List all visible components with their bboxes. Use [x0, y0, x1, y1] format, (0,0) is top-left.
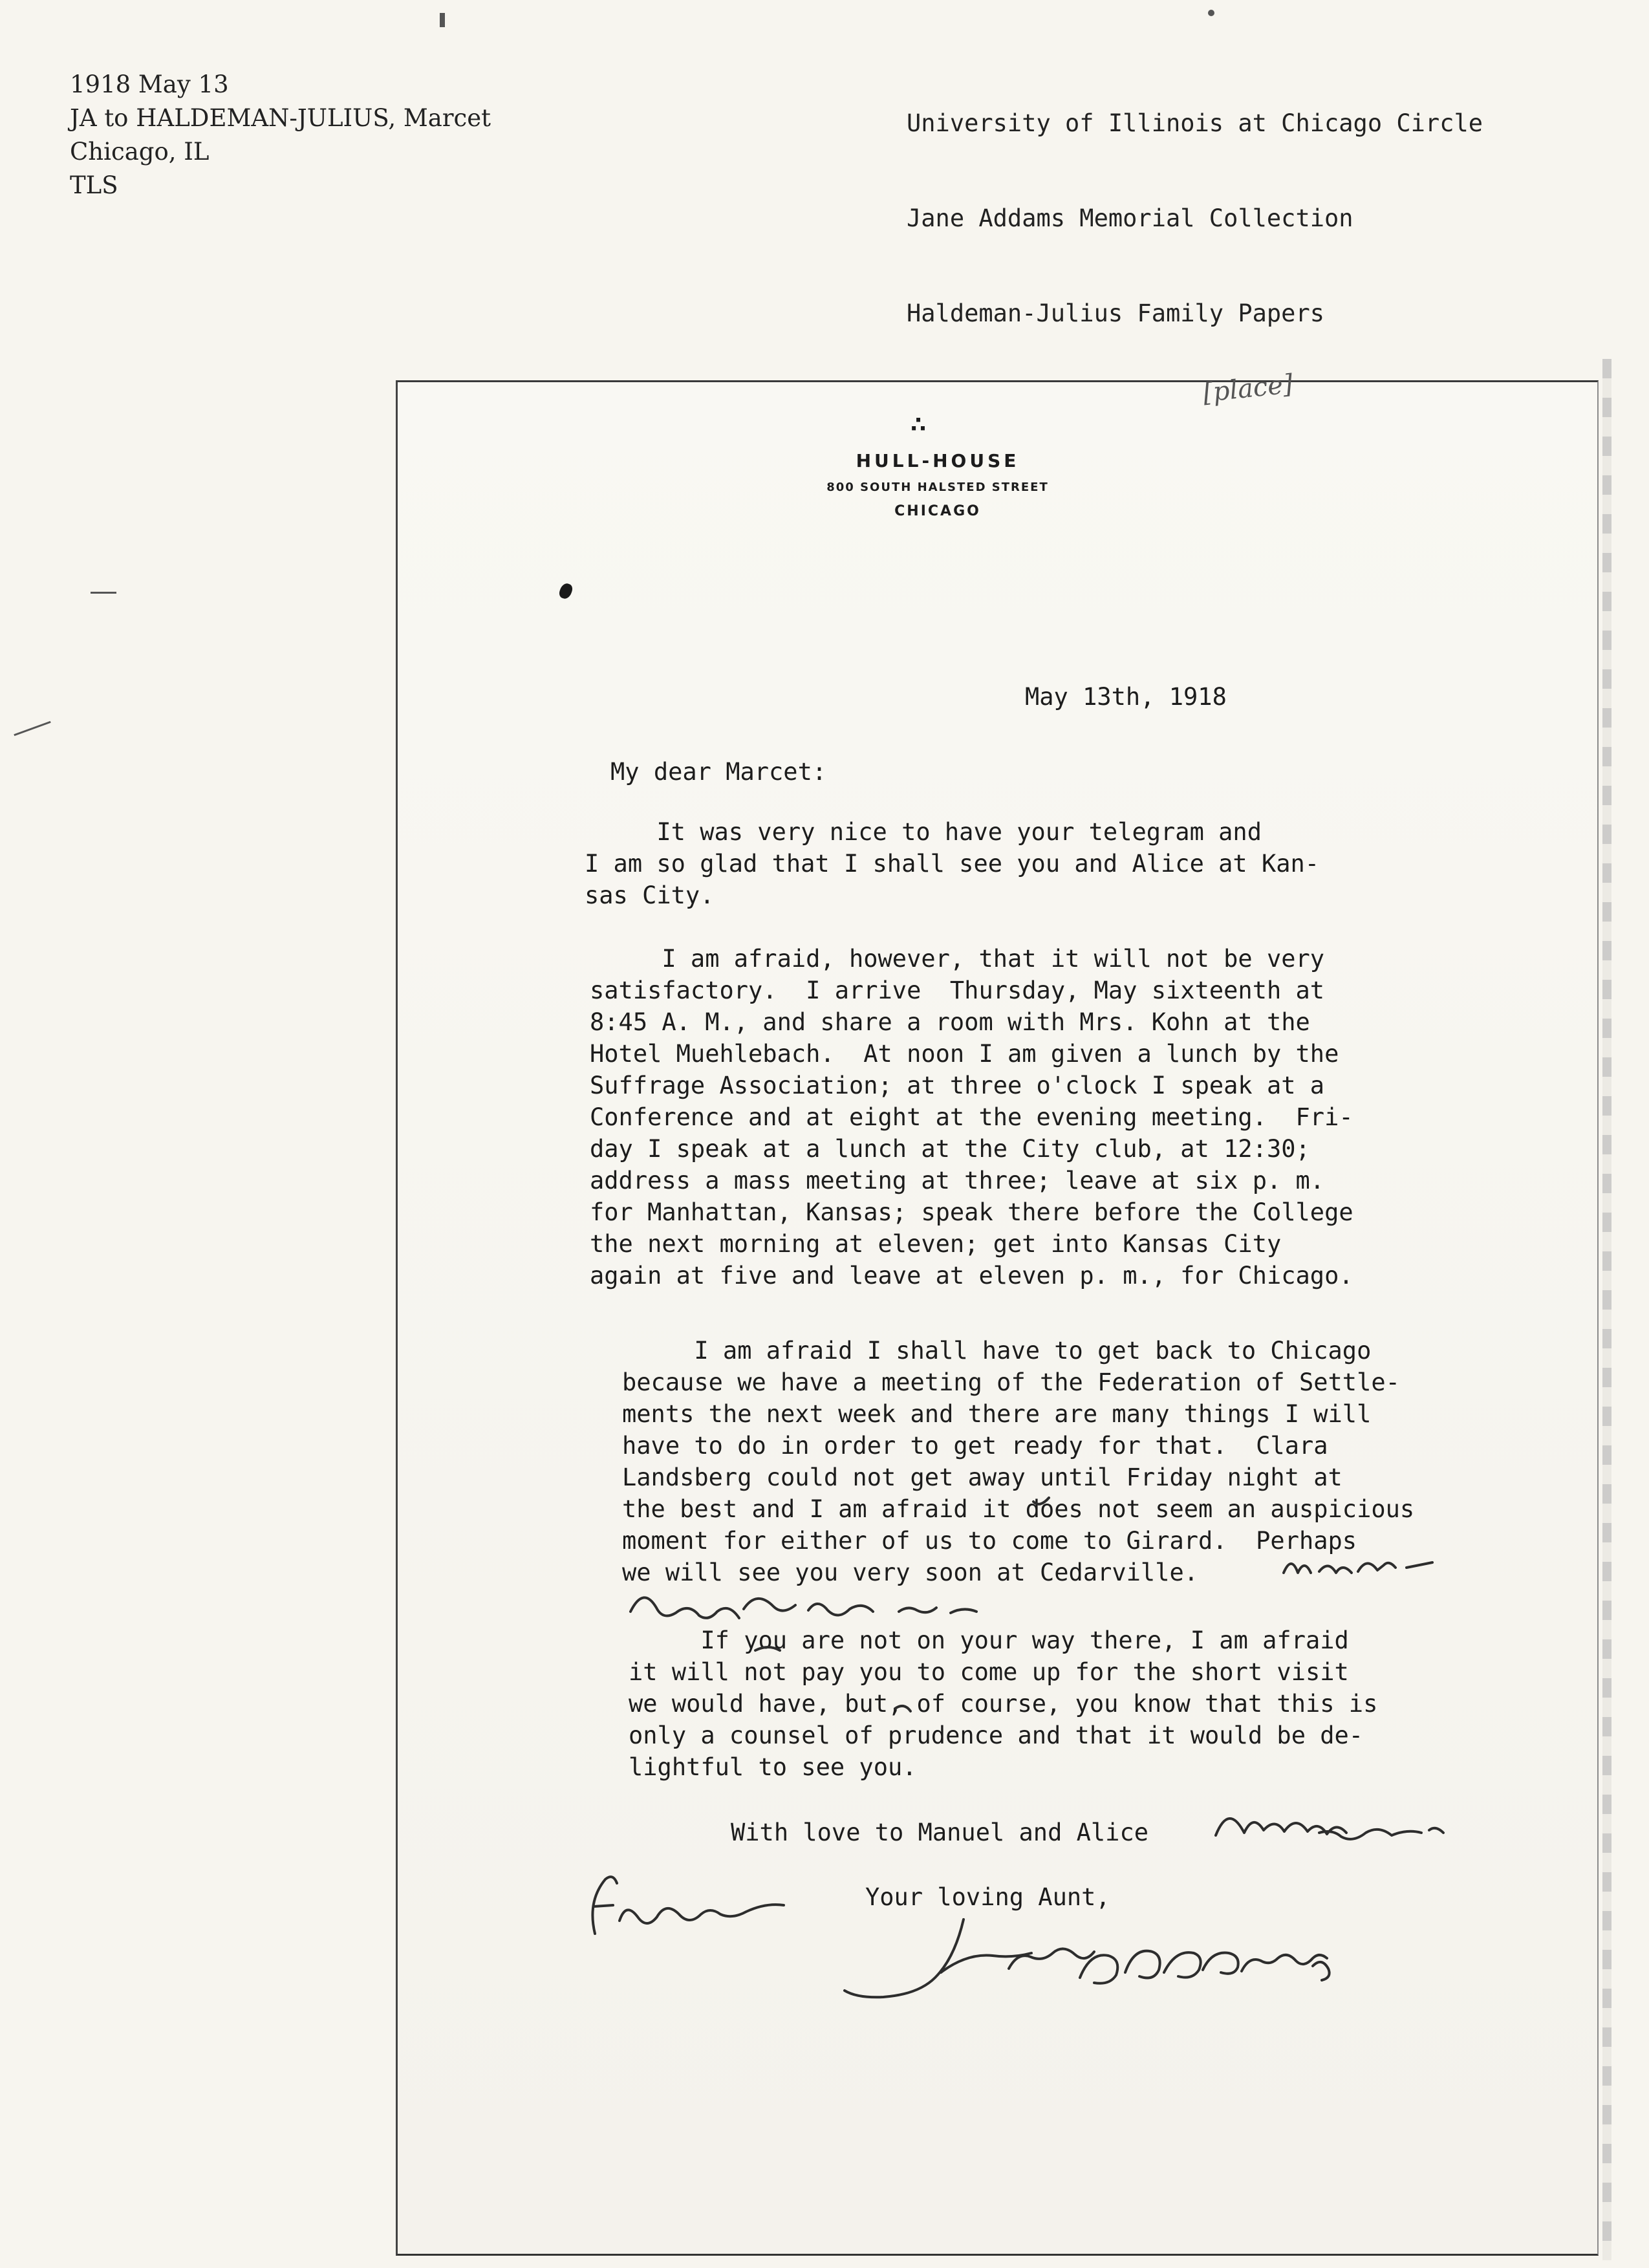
scan-mark: [440, 13, 445, 27]
letter-date: May 13th, 1918: [1025, 683, 1227, 711]
scan-mark: [91, 592, 116, 594]
letterhead-street: 800 SOUTH HALSTED STREET: [826, 481, 1049, 494]
letterhead-org: HULL-HOUSE: [856, 450, 1020, 471]
letterhead-mark-icon: ∴: [911, 412, 926, 438]
scan-mark: [1208, 10, 1214, 16]
scan-mark: [14, 721, 50, 736]
archive-correspondents: JA to HALDEMAN-JULIUS, Marcet: [70, 104, 491, 132]
letter-closing: With love to Manuel and Alice: [731, 1819, 1149, 1846]
letterhead-city: CHICAGO: [894, 503, 981, 519]
collection-name: Jane Addams Memorial Collection: [907, 204, 1353, 232]
archive-date: 1918 May 13: [70, 70, 229, 98]
letter-paragraph: If you are not on your way there, I am afraid it will not pay you to come up for the short visit we would have, but, of course, you know that this is only a counsel of prudence and that it would be de- lightful to see you.: [629, 1626, 1378, 1781]
letter-sheet: [396, 380, 1599, 2256]
collection-papers: Haldeman-Julius Family Papers: [907, 299, 1325, 327]
archive-metadata: [70, 68, 491, 202]
letter-paragraph: I am afraid, however, that it will not be very satisfactory. I arrive Thursday, May sixteenth at 8:45 A. M., and share a room with Mrs. Kohn at the Hotel Muehlebach. At noon I am given a lunch by the Suffrage Association; at three o'clock I speak at a Conference and at eight at the evening meeting. Fri- day I speak at a lunch at the City club, at 12:30; address a mass meeting at three; leave at six p. m. for Manhattan, Kansas; speak there before the College the next morning at eleven; get into Kansas City again at five and leave at eleven p. m., for Chicago.: [590, 945, 1353, 1290]
archive-type: TLS: [70, 171, 118, 199]
archive-place: Chicago, IL: [70, 138, 210, 166]
collection-institution: University of Illinois at Chicago Circle: [907, 109, 1483, 137]
letter-closing-sign: Your loving Aunt,: [865, 1883, 1110, 1911]
letterhead: [776, 414, 1099, 519]
letter-paragraph: I am afraid I shall have to get back to Chicago because we have a meeting of the Federation of Settle- ments the next week and there are many things I will have to do in order to get ready for that. Clara Landsberg could not get away until Friday night at the best and I am afraid it does not seem an auspicious moment for either of us to come to Girard. Perhaps we will see you very soon at Cedarville.: [622, 1337, 1415, 1586]
editor-note: [place]: [1201, 369, 1295, 409]
collection-metadata: [907, 44, 1483, 361]
letter-salutation: My dear Marcet:: [610, 758, 827, 786]
scan-edge: [1602, 359, 1611, 2260]
letter-paragraph: It was very nice to have your telegram and I am so glad that I shall see you and Alice at Kan- sas City.: [585, 818, 1320, 909]
